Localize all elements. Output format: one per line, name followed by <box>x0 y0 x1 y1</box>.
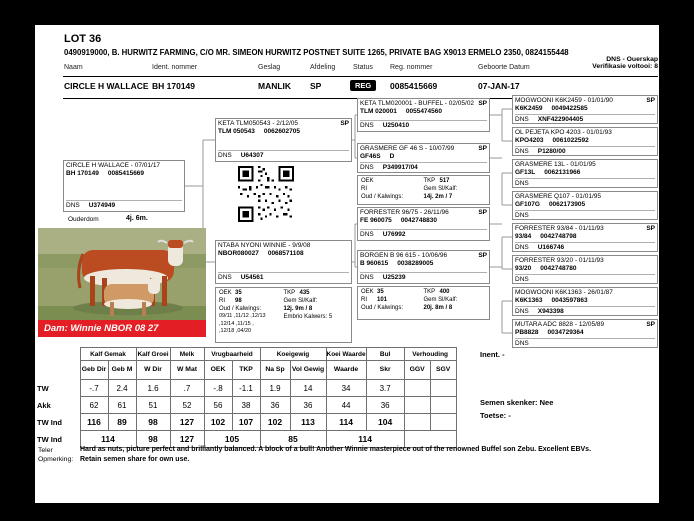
dns-label: DNS <box>66 201 80 209</box>
oek-value: 35 <box>377 289 384 295</box>
ebv-cell: 98 <box>136 431 170 448</box>
label-status: Status <box>353 64 373 71</box>
animal-name: OL PEJETA KPO 4203 - 01/01/93 <box>515 129 612 136</box>
label-reg: Reg. nommer <box>390 64 433 71</box>
dns-value: X943398 <box>537 307 564 315</box>
value-geslag: MANLIK <box>258 81 292 91</box>
ebv-sub-header: W Dir <box>136 361 170 380</box>
ebv-group-header: Koei Waarde <box>326 348 366 361</box>
ebv-group-header: Koeigewig <box>260 348 326 361</box>
ebv-cell: 51 <box>136 397 170 414</box>
oek-label: OEK <box>219 290 232 296</box>
ebv-cell: 62 <box>80 397 108 414</box>
animal-id: K6K2459 <box>515 105 543 113</box>
animal-id: TLM 020001 <box>360 108 397 116</box>
ebv-cell: 107 <box>232 414 260 431</box>
ebv-corner <box>36 361 80 380</box>
gem-label: Gem Sl/Kalf: <box>423 297 458 304</box>
animal-reg: D <box>389 153 395 161</box>
ebv-cell: -1.1 <box>232 380 260 397</box>
ebv-cell: 61 <box>108 397 136 414</box>
animal-reg: 0042748798 <box>540 233 577 241</box>
ouderdom-label: Ouderdom <box>68 216 99 223</box>
owner-line: 0490919000, B. HURWITZ FARMING, C/O MR. SIMEON HURWITZ POSTNET SUITE 1265, PRIVATE BAG X9013 ERMELO 2350, 0824155448 <box>64 48 569 57</box>
ebv-cell: 127 <box>170 414 204 431</box>
ouderdom-value: 4j. 6m. <box>126 215 148 222</box>
animal-reg: 0062602705 <box>263 128 301 136</box>
ebv-cell: 116 <box>80 414 108 431</box>
ri-label: RI <box>361 186 367 193</box>
ebv-sub-header: OEK <box>204 361 232 380</box>
animal-reg: 0062131966 <box>544 169 581 177</box>
value-naam: CIRCLE H WALLACE <box>64 81 149 91</box>
ebv-cell: 102 <box>260 414 290 431</box>
ebv-sub-header: GGV <box>404 361 430 380</box>
gem-label: Gem Sl/Kalf: <box>423 186 458 193</box>
dns-label: DNS <box>515 211 529 219</box>
animal-id: FE 960075 <box>360 217 392 225</box>
oek-label: OEK <box>361 178 374 184</box>
dns-value: U76992 <box>382 230 406 238</box>
animal-name: KETA TLM050543 - 2/12/05 <box>218 120 298 127</box>
ebv-cell <box>430 380 456 397</box>
inent-text: Inent. - <box>480 350 505 359</box>
ebv-cell: 113 <box>290 414 326 431</box>
stats-left <box>361 177 424 203</box>
ebv-cell: 52 <box>170 397 204 414</box>
pedigree-gen4-box <box>512 95 658 124</box>
ebv-group-header: Vrugbaarheid <box>204 348 260 361</box>
value-geboorte: 07-JAN-17 <box>478 81 520 91</box>
ebv-cell: -.7 <box>80 380 108 397</box>
kalwings-dates: ,12/14 ,11/15 , <box>219 320 254 327</box>
animal-id: GF46S <box>360 153 381 161</box>
pedigree-gen4-box <box>512 159 658 188</box>
tkp-value: 400 <box>439 289 450 295</box>
animal-reg: 0049422585 <box>551 105 588 113</box>
ebv-sub-header: TKP <box>232 361 260 380</box>
dns-ouerskap-block <box>500 56 658 70</box>
dns-value: XNF422904405 <box>537 115 584 123</box>
tkp-value: 435 <box>299 290 310 296</box>
dns-label: DNS <box>515 307 529 315</box>
label-naam: Naam <box>64 64 83 71</box>
tkp-value: 517 <box>439 178 450 184</box>
pedigree-subject-box <box>63 160 185 212</box>
animal-id: PB8828 <box>515 329 539 337</box>
ebv-cell <box>404 431 456 448</box>
kalwings-dates: ,12/18 ,04/20 <box>219 328 252 335</box>
dns-label: DNS <box>360 121 374 129</box>
tkp-label: TKP <box>283 290 296 296</box>
ebv-sub-header: Na Sp <box>260 361 290 380</box>
animal-id: BH 170149 <box>66 170 99 178</box>
ebv-sub-header: Geb Dir <box>80 361 108 380</box>
ebv-cell: -.8 <box>204 380 232 397</box>
ebv-group-header: Bul <box>366 348 404 361</box>
sp-badge: SP <box>478 209 487 216</box>
label-geslag: Geslag <box>258 64 281 71</box>
tkp-label: TKP <box>423 178 436 184</box>
animal-name: GRASMERE GF 46 S - 10/07/99 <box>360 145 455 152</box>
ebv-cell: 14 <box>290 380 326 397</box>
verifikasie-line: Verifikasie voltooi: 8 <box>592 63 658 70</box>
ebv-cell: 89 <box>108 414 136 431</box>
label-geboorte: Geboorte Datum <box>478 64 530 71</box>
animal-name: FORRESTER 93/20 - 01/11/93 <box>515 257 604 264</box>
ebv-row-label: TW Ind <box>37 434 62 444</box>
ebv-sub-header: Skr <box>366 361 404 380</box>
ebv-cell: 114 <box>326 431 404 448</box>
ebv-table <box>36 347 457 448</box>
dam-stats-right <box>284 289 349 341</box>
ri-value: 98 <box>235 298 242 305</box>
ebv-cell: 98 <box>136 414 170 431</box>
dns-label: DNS <box>360 273 374 281</box>
calf-head <box>148 278 160 294</box>
animal-reg: 0061022592 <box>552 137 589 145</box>
ebv-sub-header: W Mat <box>170 361 204 380</box>
ebv-row-label: TW <box>37 383 49 393</box>
oek-label: OEK <box>361 289 374 295</box>
ebv-cell: 127 <box>170 431 204 448</box>
ebv-cell <box>430 414 456 431</box>
pedigree-gen3-box <box>357 250 490 284</box>
ebv-sub-header: SGV <box>430 361 456 380</box>
ebv-row-label: TW Ind <box>37 417 62 427</box>
stats-left <box>361 288 424 318</box>
dns-value: U166746 <box>537 243 565 251</box>
ebv-corner <box>36 348 80 361</box>
gem-label: Gem Sl/Kalf: <box>283 298 318 305</box>
granddam-stats-box <box>357 286 490 320</box>
stats-right <box>424 177 487 203</box>
animal-id: GF107G <box>515 201 540 209</box>
ri-label: RI <box>361 297 367 304</box>
pedigree-gen4-box <box>512 287 658 316</box>
toetse-text: Toetse: - <box>480 411 511 420</box>
sp-badge: SP <box>478 100 487 107</box>
dns-value: P349917/04 <box>382 163 418 171</box>
ebv-cell <box>430 397 456 414</box>
pedigree-gen4-box <box>512 191 658 220</box>
animal-name: MOGWOONI K6K1363 - 26/01/87 <box>515 289 613 296</box>
pedigree-gen4-box <box>512 319 658 348</box>
animal-name: KETA TLM020001 - BUFFEL - 02/05/02 <box>360 100 475 107</box>
pedigree-gen3-box <box>357 98 490 132</box>
label-afdeling: Afdeling <box>310 64 336 71</box>
animal-reg: 0055474560 <box>405 108 443 116</box>
ebv-sub-header: Vol Gewig <box>290 361 326 380</box>
dns-value: U250410 <box>382 121 410 129</box>
animal-name: CIRCLE H WALLACE - 07/01/17 <box>66 162 161 169</box>
remark-line1: Hard as nuts, picture perfect and brilliantly balanced. A block of a bull! Another Winnie masterpiece out of the renowned Buffel son Zebu. Excellent EBVs. <box>80 446 592 453</box>
animal-id: GF13L <box>515 169 536 177</box>
ebv-cell: 105 <box>204 431 260 448</box>
dam-banner: Dam: Winnie NBOR 08 27 <box>38 320 206 337</box>
ebv-cell: 114 <box>326 414 366 431</box>
dns-label: DNS <box>515 243 529 251</box>
animal-name: MOGWOONI K6K2459 - 01/01/90 <box>515 97 613 104</box>
dns-value: U374949 <box>88 201 116 209</box>
dam-stats-left <box>219 289 284 341</box>
pedigree-gen4-box <box>512 255 658 284</box>
ebv-cell <box>404 397 430 414</box>
ebv-table-wrap <box>36 347 457 448</box>
sp-badge: SP <box>646 225 655 232</box>
ebv-cell: 44 <box>326 397 366 414</box>
dns-label: DNS <box>360 230 374 238</box>
kalwings-label: Oud / Kalwings: <box>361 305 404 312</box>
animal-reg: 0042748780 <box>540 265 577 273</box>
animal-reg: 0038289005 <box>397 260 434 268</box>
remark-label <box>38 446 73 464</box>
dns-label: DNS <box>515 115 529 123</box>
lot-number: LOT 36 <box>64 33 102 45</box>
dam-photo <box>38 228 206 320</box>
semen-text: Semen skenker: Nee <box>480 398 554 407</box>
ebv-cell <box>404 380 430 397</box>
kalwings-label: Oud / Kalwings: <box>361 194 404 201</box>
animal-id: 93/20 <box>515 265 532 273</box>
remark-line2: Retain semen share for own use. <box>80 456 190 463</box>
ebv-cell: 38 <box>232 397 260 414</box>
ebv-cell: 56 <box>204 397 232 414</box>
dns-value: U64307 <box>240 151 264 159</box>
remark-label-line2: Opmerking: <box>38 456 74 464</box>
ebv-cell <box>404 414 430 431</box>
ebv-cell: 36 <box>290 397 326 414</box>
ebv-cell: 2.4 <box>108 380 136 397</box>
value-reg: 0085415669 <box>390 81 438 91</box>
animal-reg: 0034729364 <box>547 329 584 337</box>
status-badge: REG <box>350 80 376 91</box>
ebv-cell: 1.6 <box>136 380 170 397</box>
pedigree-gen4-box <box>512 223 658 252</box>
dns-label: DNS <box>515 147 529 155</box>
granddam-stats-box <box>357 175 490 205</box>
pedigree-sire-box <box>215 118 352 162</box>
ebv-cell: 104 <box>366 414 404 431</box>
value-ident: BH 170149 <box>152 81 196 91</box>
animal-reg: 0042748830 <box>400 217 437 225</box>
animal-reg: 0043597863 <box>551 297 588 305</box>
animal-id: 93/84 <box>515 233 532 241</box>
animal-reg: 0062173905 <box>548 201 586 209</box>
animal-id: NBOR080027 <box>218 250 259 258</box>
ebv-cell: 114 <box>80 431 136 448</box>
dam-stats-box <box>215 287 352 343</box>
dns-label: DNS <box>360 163 374 171</box>
animal-id: TLM 050543 <box>218 128 255 136</box>
animal-id: K6K1363 <box>515 297 543 305</box>
sp-badge: SP <box>478 252 487 259</box>
sp-badge: SP <box>646 321 655 328</box>
ri-value: 101 <box>377 297 388 304</box>
dns-ouerskap-line: DNS - Ouerskap <box>606 56 658 63</box>
dns-label: DNS <box>515 339 529 347</box>
ebv-cell: 36 <box>260 397 290 414</box>
pedigree-dam-box <box>215 240 352 284</box>
animal-name: FORRESTER 93/84 - 01/11/93 <box>515 225 604 232</box>
ebv-group-header: Kalf Gemak <box>80 348 136 361</box>
dns-value: U54561 <box>240 273 264 281</box>
dns-label: DNS <box>515 275 529 283</box>
tkp-label: TKP <box>423 289 436 295</box>
animal-id: B 960615 <box>360 260 389 268</box>
ebv-cell: 36 <box>366 397 404 414</box>
dns-value: U25239 <box>382 273 406 281</box>
ebv-sub-header: Waarde <box>326 361 366 380</box>
value-afdeling: SP <box>310 81 322 91</box>
gem-value: 20j. 8m / 8 <box>423 305 453 312</box>
pedigree-gen3-box <box>357 143 490 173</box>
animal-reg: 0085415669 <box>107 170 145 178</box>
ebv-group-header: Verhouding <box>404 348 456 361</box>
dns-label: DNS <box>218 273 232 281</box>
dns-value: P1280/00 <box>537 147 566 155</box>
animal-name: FORRESTER 96/75 - 26/11/96 <box>360 209 449 216</box>
animal-name: GRASMERE 13L - 01/01/95 <box>515 161 596 168</box>
ebv-cell: 34 <box>326 380 366 397</box>
animal-name: GRASMERE Q107 - 01/01/95 <box>515 193 601 200</box>
ri-label: RI <box>219 298 225 305</box>
kalwings-dates: 09/11 ,11/12 ,12/13 <box>219 313 266 320</box>
ebv-group-header: Melk <box>170 348 204 361</box>
oek-value: 35 <box>235 290 242 296</box>
ebv-cell: 102 <box>204 414 232 431</box>
kalwings-label: Oud / Kalwings: <box>219 306 262 313</box>
ebv-cell: 85 <box>260 431 326 448</box>
stats-right <box>424 288 487 318</box>
animal-name: MUTARA ADC 8828 - 12/05/89 <box>515 321 605 328</box>
sp-badge: SP <box>340 120 349 127</box>
ebv-sub-header: Geb M <box>108 361 136 380</box>
remark-label-line1: Teler <box>38 447 53 454</box>
ebv-cell: 3.7 <box>366 380 404 397</box>
animal-reg: 0068571108 <box>267 250 304 258</box>
ebv-cell: .7 <box>170 380 204 397</box>
dns-label: DNS <box>515 179 529 187</box>
ebv-group-header: Kalf Groei <box>136 348 170 361</box>
label-ident: Ident. nommer <box>152 64 198 71</box>
qr-code <box>238 166 294 222</box>
divider <box>63 76 658 77</box>
animal-name: BORGEN B 96 615 - 10/06/96 <box>360 252 448 259</box>
animal-id: KPO4203 <box>515 137 544 145</box>
animal-name: NTABA NYONI WINNIE - 9/9/08 <box>218 242 311 249</box>
gem-value: 12j. 9m / 8 <box>283 306 313 313</box>
ebv-cell: 1.9 <box>260 380 290 397</box>
pedigree-gen4-box <box>512 127 658 156</box>
dns-label: DNS <box>218 151 232 159</box>
sp-badge: SP <box>478 145 487 152</box>
ebv-row-label: Akk <box>37 400 51 410</box>
sp-badge: SP <box>646 97 655 104</box>
gem-value: 14j. 2m / 7 <box>423 194 453 201</box>
embrio-note: Embrio Kalwers: 5 <box>283 314 333 321</box>
pedigree-gen3-box <box>357 207 490 241</box>
